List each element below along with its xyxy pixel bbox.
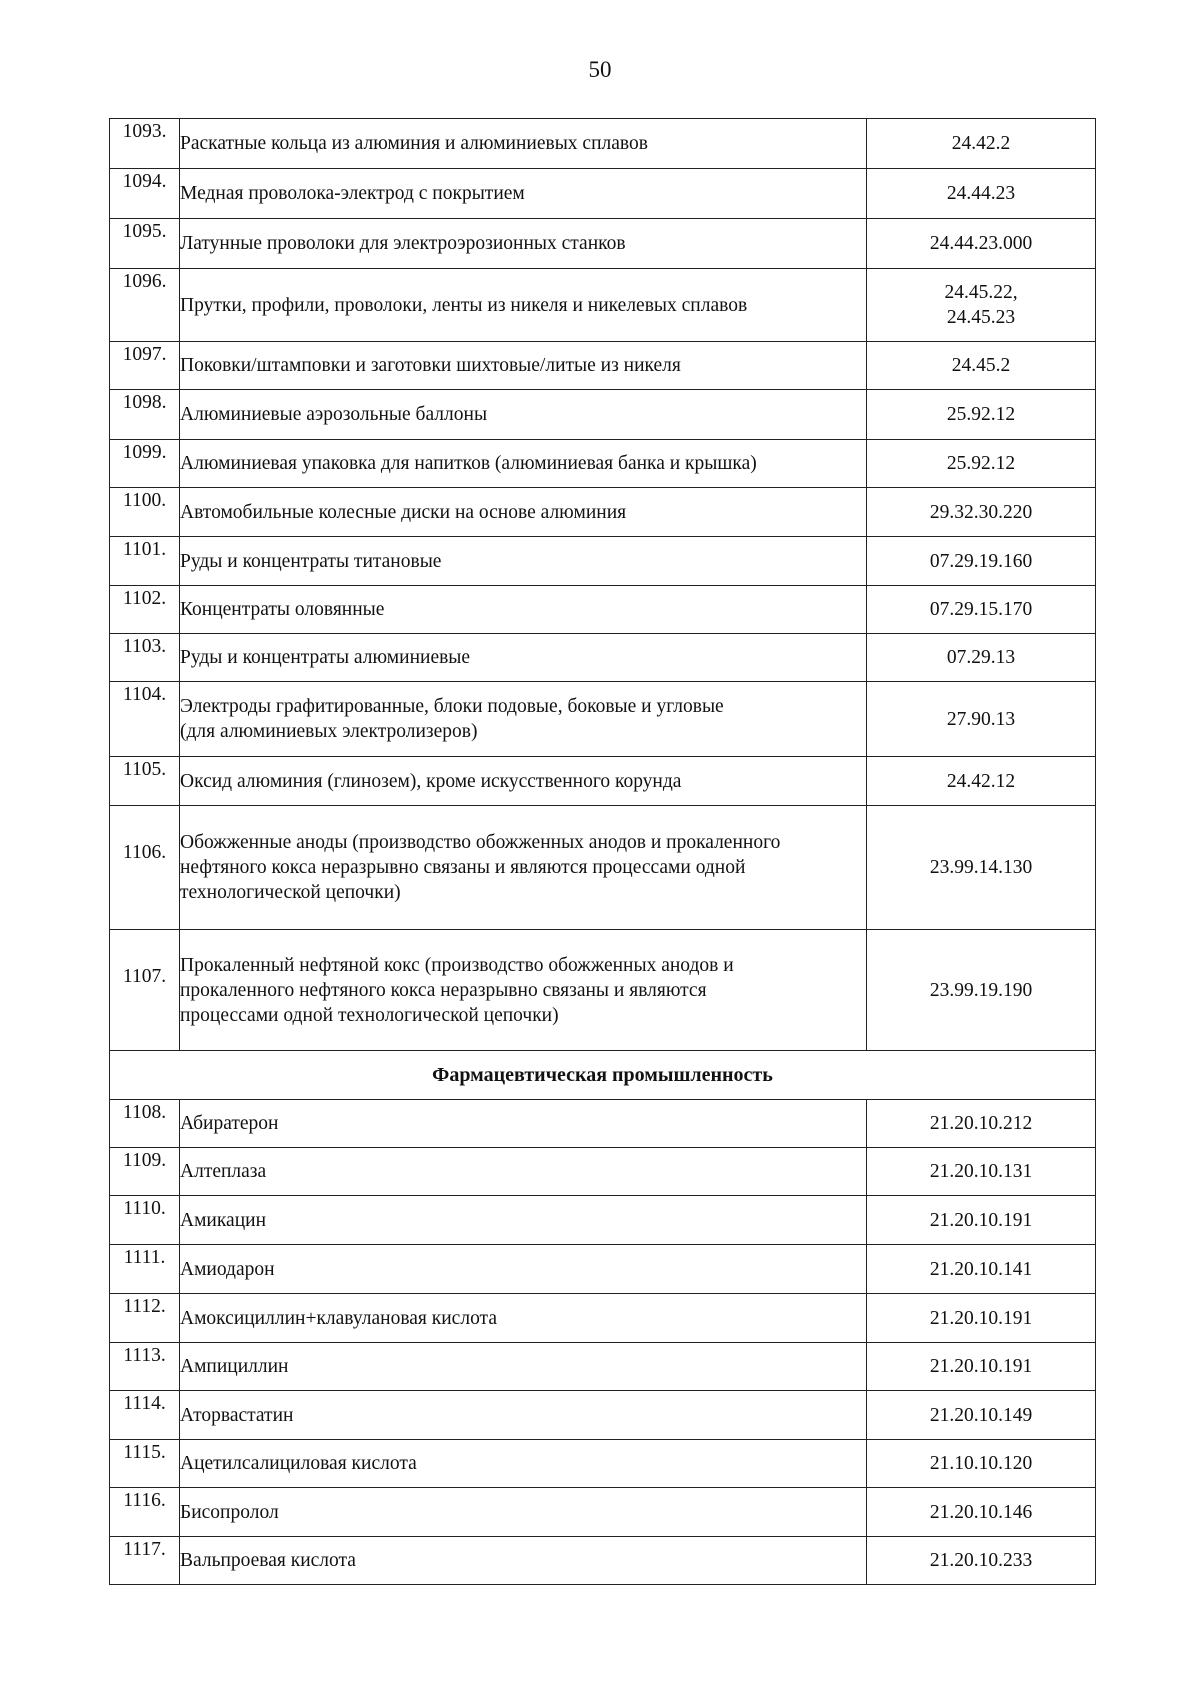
product-name: Ацетилсалициловая кислота (180, 1440, 867, 1488)
okpd-code: 24.42.2 (867, 119, 1096, 169)
product-name: Оксид алюминия (глинозем), кроме искусственного корунда (180, 757, 867, 806)
row-number: 1104. (110, 682, 180, 757)
row-number: 1099. (110, 440, 180, 488)
product-name: Аторвастатин (180, 1391, 867, 1440)
product-name: Амоксициллин+клавулановая кислота (180, 1294, 867, 1343)
okpd-code: 23.99.19.190 (867, 930, 1096, 1051)
table-row (110, 1488, 1096, 1537)
table-row (110, 1100, 1096, 1148)
row-number: 1105. (110, 757, 180, 806)
product-name-line: процессами одной технологической цепочки) (180, 1004, 559, 1026)
okpd-code: 21.20.10.131 (867, 1148, 1096, 1196)
product-name: Раскатные кольца из алюминия и алюминиевых сплавов (180, 119, 867, 169)
row-number: 1100. (110, 488, 180, 537)
okpd-code: 07.29.15.170 (867, 586, 1096, 634)
product-name-line: нефтяного кокса неразрывно связаны и являются процессами одной (180, 857, 746, 878)
row-number: 1103. (110, 634, 180, 682)
product-name: Руды и концентраты титановые (180, 537, 867, 586)
row-number: 1095. (110, 219, 180, 269)
table-row (110, 219, 1096, 269)
product-name: Поковки/штамповки и заготовки шихтовые/литые из никеля (180, 342, 867, 390)
table-row (110, 930, 1096, 1051)
table-row (110, 586, 1096, 634)
product-name: Автомобильные колесные диски на основе алюминия (180, 488, 867, 537)
table-row (110, 1440, 1096, 1488)
okpd-code: 21.20.10.191 (867, 1196, 1096, 1245)
okpd-code: 21.10.10.120 (867, 1440, 1096, 1488)
row-number: 1113. (110, 1343, 180, 1391)
row-number: 1117. (110, 1537, 180, 1585)
okpd-code: 07.29.19.160 (867, 537, 1096, 586)
table-row (110, 169, 1096, 219)
table-row (110, 269, 1096, 342)
okpd-code (867, 269, 1096, 342)
row-number: 1093. (110, 119, 180, 169)
table-row (110, 488, 1096, 537)
table-row (110, 119, 1096, 169)
table-row (110, 1294, 1096, 1343)
table-row (110, 757, 1096, 806)
okpd-code-line: 24.45.23 (946, 307, 1016, 328)
section-header-row (110, 1051, 1096, 1100)
row-number: 1096. (110, 269, 180, 342)
product-name (180, 930, 867, 1051)
okpd-code: 25.92.12 (867, 390, 1096, 440)
row-number: 1112. (110, 1294, 180, 1343)
row-number: 1114. (110, 1391, 180, 1440)
row-number: 1116. (110, 1488, 180, 1537)
product-name-line: прокаленного нефтяного кокса неразрывно связаны и являются (180, 979, 707, 1001)
row-number: 1094. (110, 169, 180, 219)
row-number: 1107. (110, 930, 180, 1051)
product-name (180, 682, 867, 757)
table-row (110, 1245, 1096, 1294)
product-name: Ампициллин (180, 1343, 867, 1391)
table-row (110, 342, 1096, 390)
product-name: Руды и концентраты алюминиевые (180, 634, 867, 682)
product-name: Медная проволока-электрод с покрытием (180, 169, 867, 219)
product-name-line: Обожженные аноды (производство обожженных анодов и прокаленного (180, 832, 781, 853)
table-row (110, 1196, 1096, 1245)
okpd-code: 21.20.10.233 (867, 1537, 1096, 1585)
okpd-code: 21.20.10.212 (867, 1100, 1096, 1148)
row-number: 1097. (110, 342, 180, 390)
okpd-code: 07.29.13 (867, 634, 1096, 682)
row-number: 1109. (110, 1148, 180, 1196)
table-row (110, 682, 1096, 757)
table-row (110, 440, 1096, 488)
okpd-code: 24.44.23 (867, 169, 1096, 219)
okpd-code: 29.32.30.220 (867, 488, 1096, 537)
table-row (110, 537, 1096, 586)
table-row (110, 634, 1096, 682)
product-name (180, 806, 867, 930)
product-name: Алюминиевые аэрозольные баллоны (180, 390, 867, 440)
okpd-code: 21.20.10.191 (867, 1343, 1096, 1391)
table-row (110, 1343, 1096, 1391)
okpd-code: 21.20.10.191 (867, 1294, 1096, 1343)
product-name-line: Электроды графитированные, блоки подовые, боковые и угловые (180, 696, 724, 717)
okpd-code: 24.45.2 (867, 342, 1096, 390)
product-name-line: технологической цепочки) (180, 882, 401, 903)
product-name: Концентраты оловянные (180, 586, 867, 634)
section-title: Фармацевтическая промышленность (110, 1051, 1096, 1100)
okpd-code: 27.90.13 (867, 682, 1096, 757)
okpd-code: 23.99.14.130 (867, 806, 1096, 930)
product-name: Алтеплаза (180, 1148, 867, 1196)
page-number: 50 (588, 57, 612, 82)
okpd-code-line: 24.45.22, (944, 282, 1018, 303)
table-row (110, 1537, 1096, 1585)
okpd-code: 21.20.10.149 (867, 1391, 1096, 1440)
product-name: Прутки, профили, проволоки, ленты из никеля и никелевых сплавов (180, 269, 867, 342)
row-number: 1098. (110, 390, 180, 440)
row-number: 1101. (110, 537, 180, 586)
product-name: Латунные проволоки для электроэрозионных станков (180, 219, 867, 269)
product-name: Амикацин (180, 1196, 867, 1245)
product-name: Бисопролол (180, 1488, 867, 1537)
table-row (110, 1148, 1096, 1196)
okpd-code: 24.44.23.000 (867, 219, 1096, 269)
row-number: 1106. (110, 806, 180, 930)
table-row (110, 390, 1096, 440)
row-number: 1111. (110, 1245, 180, 1294)
product-name-line: (для алюминиевых электролизеров) (180, 721, 478, 742)
product-table (109, 118, 1096, 1585)
row-number: 1102. (110, 586, 180, 634)
okpd-code: 25.92.12 (867, 440, 1096, 488)
row-number: 1110. (110, 1196, 180, 1245)
table-row (110, 806, 1096, 930)
product-name: Амиодарон (180, 1245, 867, 1294)
row-number: 1115. (110, 1440, 180, 1488)
okpd-code: 24.42.12 (867, 757, 1096, 806)
product-name: Алюминиевая упаковка для напитков (алюминиевая банка и крышка) (180, 440, 867, 488)
okpd-code: 21.20.10.141 (867, 1245, 1096, 1294)
product-name: Абиратерон (180, 1100, 867, 1148)
product-name-line: Прокаленный нефтяной кокс (производство обожженных анодов и (180, 954, 734, 976)
row-number: 1108. (110, 1100, 180, 1148)
table-row (110, 1391, 1096, 1440)
okpd-code: 21.20.10.146 (867, 1488, 1096, 1537)
product-name: Вальпроевая кислота (180, 1537, 867, 1585)
